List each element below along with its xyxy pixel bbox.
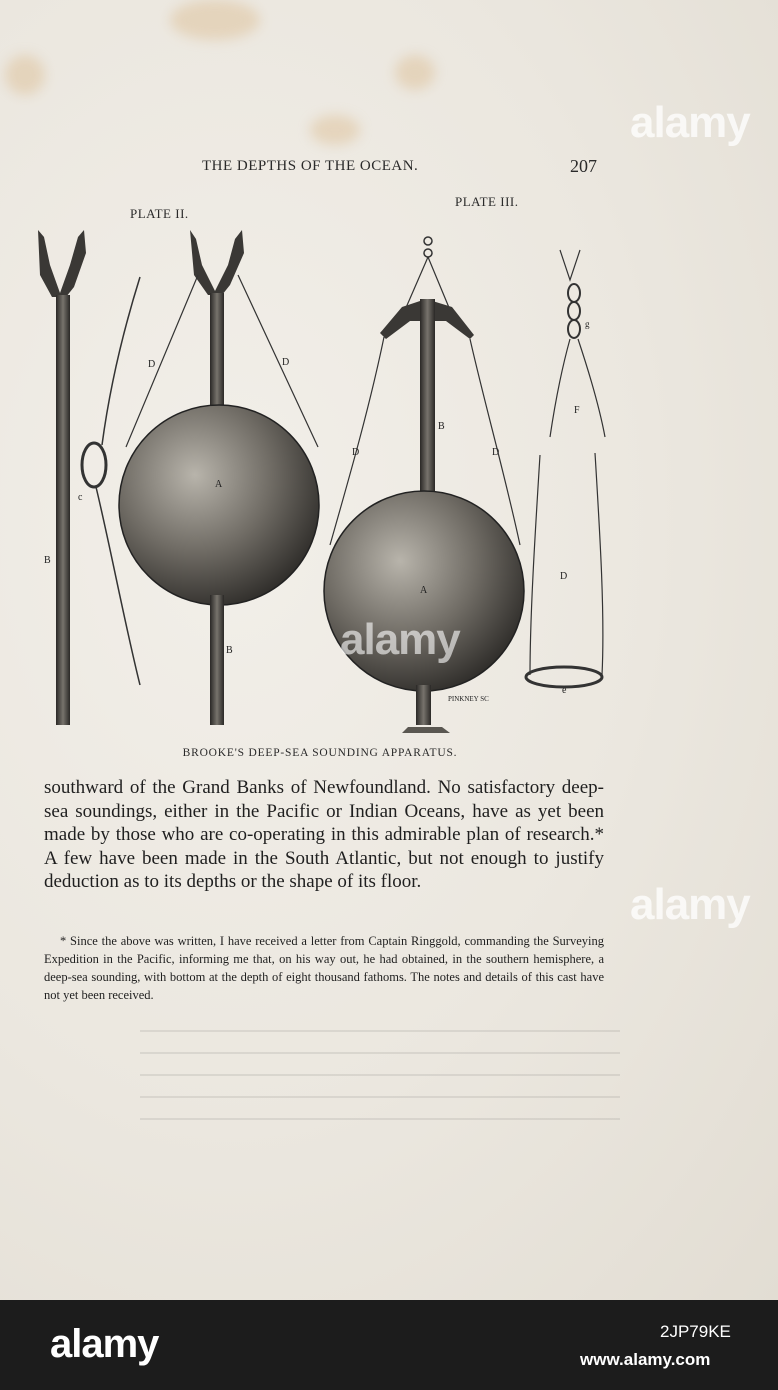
foxing-stain [310,115,360,145]
paragraph: southward of the Grand Banks of Newfoundland. No satisfactory deep-sea soundings, either in the Pacific or Indian Oceans, have as yet been made by those who are co-operating in this admirable plan of research.* A few have been made in the South Atlantic, but not enough to justify deduction as to its depths or the shape of its floor. [44,777,604,892]
watermark-footer [0,1300,778,1390]
plate-iii-label: PLATE III. [455,194,519,209]
foxing-stain [170,0,260,40]
foxing-stain [395,55,435,90]
plate-ii-weighted-rod [119,230,319,725]
plate-ii-label: PLATE II. [130,206,189,221]
foxing-stain [5,55,45,95]
figure-caption: BROOKE'S DEEP-SEA SOUNDING APPARATUS. [182,747,458,759]
show-through-text [140,1030,620,1120]
label-c: c [78,492,83,503]
sounding-apparatus-engraving [30,215,620,745]
label-g: g [585,319,590,329]
watermark-text: alamy [340,615,460,664]
running-head: THE DEPTHS OF THE OCEAN. [202,158,419,174]
label-d: D [148,359,156,370]
watermark-text: alamy [630,880,750,929]
footnote: * Since the above was written, I have received a letter from Captain Ringgold, commanding the Surveying Expedition in the Pacific, informing me that, on his way out, he had obtained, in the southern hemisphere, a deep-sea sounding, with bottom at the depth of eight thousand fathoms. The notes and details of this cast have not yet been received. [44,934,604,1002]
image-id: 2JP79KE [660,1322,731,1341]
body-text [44,776,604,894]
label-d: D [560,571,568,582]
site-url: www.alamy.com [580,1350,711,1369]
plate-ii-rod [38,230,86,725]
label-d: D [492,447,500,458]
label-d: D [282,357,290,368]
page-number: 207 [570,156,597,176]
label-a: A [215,479,223,490]
label-f: F [574,405,580,416]
label-a: A [420,585,428,596]
watermark-text: alamy [630,98,750,147]
brand-logo: alamy [50,1322,159,1366]
label-b-left: B [44,555,51,566]
engraver-signature: PINKNEY SC [448,695,489,703]
label-d: D [352,447,360,458]
label-b: B [438,421,445,432]
label-b: B [226,645,233,656]
label-e: e [562,685,567,696]
plate-iii-sling [526,250,605,687]
